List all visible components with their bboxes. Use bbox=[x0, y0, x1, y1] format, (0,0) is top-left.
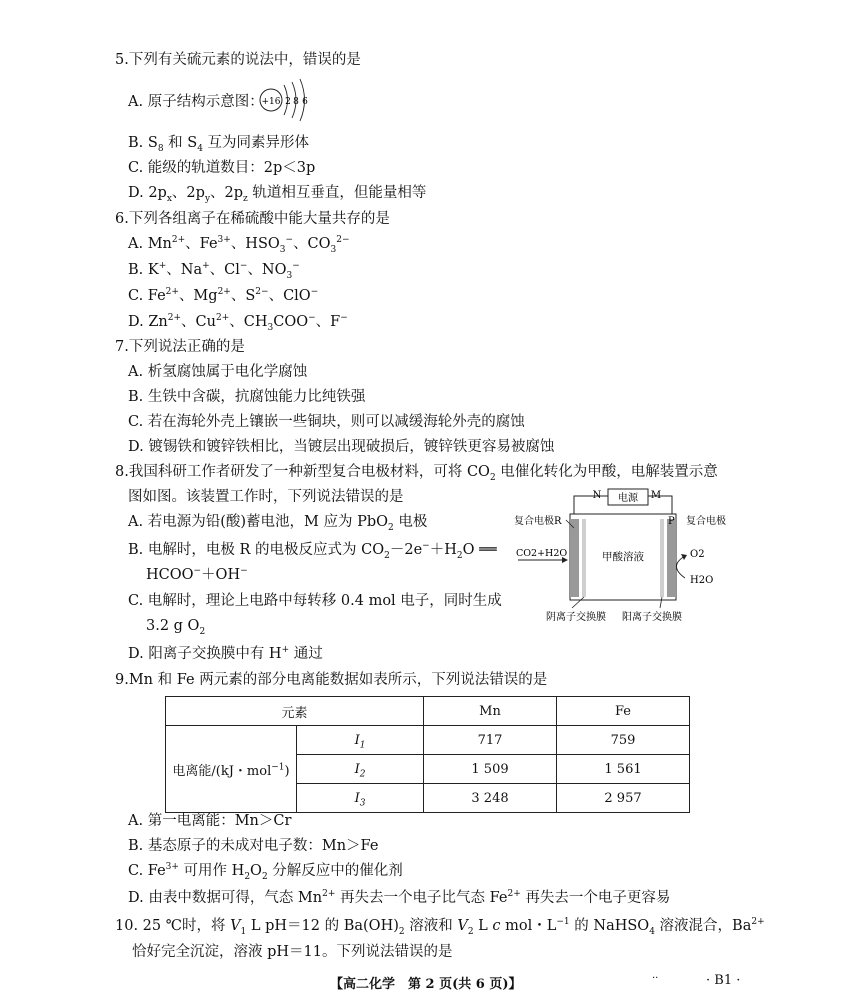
table-cell: 2 957 bbox=[557, 784, 690, 813]
right-electrode-p: P bbox=[668, 516, 675, 527]
terminal-m: M bbox=[650, 490, 662, 501]
q7-stem: 7.下列说法正确的是 bbox=[115, 339, 245, 355]
shell-3-count: 6 bbox=[302, 97, 308, 107]
q5-option-c: C. 能级的轨道数目：2p＜3p bbox=[128, 160, 316, 176]
q6-option-c: C. $Fe^{2+}$、$Mg^{2+}$、$S^{2-}$、ClO− bbox=[128, 287, 319, 304]
atom-structure-diagram bbox=[254, 78, 324, 124]
left-electrode-label: 复合电极R bbox=[514, 516, 562, 527]
table-cell-i3: $I_3$ bbox=[297, 784, 424, 813]
shell-1-count: 2 bbox=[285, 97, 291, 107]
q9-option-a: A. 第一电离能：Mn＞Cr bbox=[128, 813, 292, 829]
q9-option-c: C. $Fe^{3+}$ 可用作 $H_2O_2$ 分解反应中的催化剂 bbox=[128, 862, 403, 882]
footer-code: · B1 · bbox=[706, 973, 741, 988]
table-cell: 759 bbox=[557, 726, 690, 755]
q10-line1: 10. 25 ℃时，将 $V_1$ L pH＝12 的 $Ba(OH)_2$ 溶液和 $V_2$ L c mol・$L^{-1}$ 的 NaHSO$_4$ 溶液混合，$Ba^{2+}$ bbox=[115, 917, 765, 937]
table-cell-i2: $I_2$ bbox=[297, 755, 424, 784]
power-label: 电源 bbox=[618, 493, 638, 504]
q8-option-d: D. 阳离子交换膜中有 H+ 通过 bbox=[128, 645, 323, 662]
q9-option-d: D. 由表中数据可得，气态 $Mn^{2+}$ 再失去一个电子比气态 $Fe^{2+}$ 再失去一个电子更容易 bbox=[128, 889, 671, 906]
q9-stem: 9.Mn 和 Fe 两元素的部分电离能数据如表所示，下列说法错误的是 bbox=[115, 672, 548, 688]
q8-stem-line2: 图如图。该装置工作时，下列说法错误的是 bbox=[128, 489, 404, 505]
q7-option-d: D. 镀锡铁和镀锌铁相比，当镀层出现破损后，镀锌铁更容易被腐蚀 bbox=[128, 439, 555, 455]
electrolysis-diagram bbox=[510, 484, 740, 626]
q10-line2: 恰好完全沉淀，溶液 pH＝11。下列说法错误的是 bbox=[132, 944, 453, 960]
table-cell: 1 561 bbox=[557, 755, 690, 784]
right-electrode bbox=[667, 519, 676, 597]
q8-option-b-line2: HCOO−＋OH− bbox=[146, 566, 248, 583]
q8-option-c-line1: C. 电解时，理论上电路中每转移 0.4 mol 电子，同时生成 bbox=[128, 593, 502, 609]
left-electrode bbox=[570, 519, 579, 597]
footer-mark: ·· bbox=[652, 973, 659, 984]
q9-option-b: B. 基态原子的未成对电子数：Mn＞Fe bbox=[128, 838, 379, 854]
q8-option-b-line1: B. 电解时，电极 R 的电极反应式为 $CO_2-2e^-+H_2O$ ══ bbox=[128, 541, 497, 561]
nucleus-charge: +16 bbox=[261, 97, 281, 107]
table-cell-i1: $I_1$ bbox=[297, 726, 424, 755]
table-header-element: 元素 bbox=[166, 697, 424, 726]
q6-option-a: A. $Mn^{2+}$、$Fe^{3+}$、$HSO_3^-$、$CO_3^{2-}$ bbox=[128, 235, 350, 255]
anion-membrane bbox=[582, 519, 586, 597]
q7-option-c: C. 若在海轮外壳上镶嵌一些铜块，则可以减缓海轮外壳的腐蚀 bbox=[128, 414, 525, 430]
table-cell: 1 509 bbox=[424, 755, 557, 784]
table-cell: 717 bbox=[424, 726, 557, 755]
q6-option-d: D. $Zn^{2+}$、$Cu^{2+}$、$CH_3COO^-$、F− bbox=[128, 313, 348, 333]
q7-option-a: A. 析氢腐蚀属于电化学腐蚀 bbox=[128, 364, 308, 380]
q7-option-b: B. 生铁中含碳，抗腐蚀能力比纯铁强 bbox=[128, 389, 366, 405]
o2-label: O2 bbox=[690, 549, 705, 560]
q5-option-d: D. $2p_x$、$2p_y$、$2p_z$ 轨道相互垂直，但能量相等 bbox=[128, 185, 427, 204]
q5-option-b: B. $S_8$ 和 $S_4$ 互为同素异形体 bbox=[128, 135, 310, 154]
q5-option-a-label: A. 原子结构示意图： bbox=[128, 94, 264, 110]
shell-2-count: 8 bbox=[293, 97, 299, 107]
table-header-row bbox=[166, 697, 690, 726]
table-header-mn: Mn bbox=[424, 697, 557, 726]
anion-membrane-label: 阴离子交换膜 bbox=[546, 612, 606, 623]
right-electrode-label: 复合电极 bbox=[686, 516, 726, 527]
table-cell: 3 248 bbox=[424, 784, 557, 813]
q8-stem-line1: 8.我国科研工作者研发了一种新型复合电极材料，可将 $CO_2$ 电催化转化为甲酸，电解装置示意 bbox=[115, 464, 718, 483]
solution-label: 甲酸溶液 bbox=[602, 551, 644, 563]
q8-option-c-line2: 3.2 g $O_2$ bbox=[146, 618, 206, 637]
q8-option-a: A. 若电源为铅(酸)蓄电池，M 应为 PbO$_2$ 电极 bbox=[128, 514, 428, 533]
table-row bbox=[166, 726, 690, 755]
ionization-energy-table bbox=[165, 696, 690, 813]
cation-membrane bbox=[660, 519, 664, 597]
reactant-label: CO2+H2O bbox=[516, 548, 568, 559]
q5-stem: 5.下列有关硫元素的说法中，错误的是 bbox=[115, 52, 361, 68]
cation-membrane-label: 阳离子交换膜 bbox=[622, 612, 682, 623]
page-footer: 【高二化学 第 2 页(共 6 页)】 bbox=[330, 977, 522, 992]
q6-option-b: B. K+、Na+、Cl−、$NO_3^-$ bbox=[128, 261, 300, 281]
h2o-label: H2O bbox=[690, 575, 714, 586]
table-header-fe: Fe bbox=[557, 697, 690, 726]
table-row-label: 电离能/(kJ・mol$^{-1}$) bbox=[166, 726, 297, 813]
terminal-n: N bbox=[592, 490, 602, 501]
q6-stem: 6.下列各组离子在稀硫酸中能大量共存的是 bbox=[115, 211, 390, 227]
